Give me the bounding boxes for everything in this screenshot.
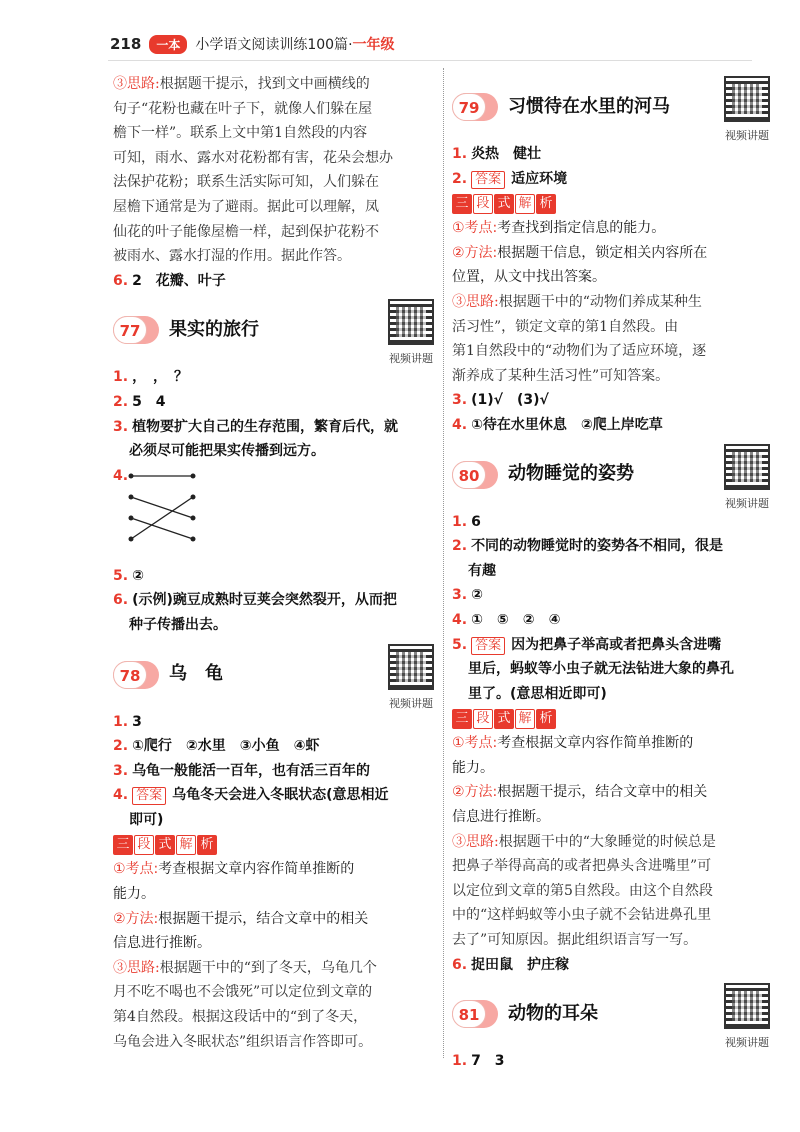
lesson-title: 动物睡觉的姿势 <box>508 463 634 485</box>
answer-1: 1. 7 3 <box>452 1053 505 1070</box>
qr-code-video[interactable]: 视频讲题 <box>384 644 438 717</box>
answer-2: 2. 5 4 <box>113 393 166 410</box>
qr-code-icon <box>724 444 770 490</box>
analysis-thinking: ③思路:根据题干中的“动物们养成某种生 活习性”，锁定文章的第1自然段。由 第1自然段中的“动物们为了适应环境，逐 渐养成了某种生活习性”可知答案。 <box>452 293 707 384</box>
answer-3: 3. 乌龟一般能活一百年，也有活三百年的 <box>113 762 371 779</box>
answer-5: 5. 答案 因为把鼻子举高或者把鼻头含进嘴 <box>452 636 722 653</box>
analysis-method: ②方法:根据题干信息，锁定相关内容所在 <box>452 244 708 261</box>
analysis-method-cont: 信息进行推断。 <box>113 935 211 952</box>
answer-3-cont: 必须尽可能把果实传播到远方。 <box>129 443 325 460</box>
answer-4-matching: 4. <box>113 464 438 564</box>
qr-code-video[interactable]: 视频讲题 <box>720 983 774 1056</box>
matching-lines-diagram <box>125 470 205 560</box>
header-divider <box>108 60 752 61</box>
three-step-analysis-badge: 三 段 式 解 析 <box>452 194 556 214</box>
answer-5: 5. ② <box>113 567 144 584</box>
brand-logo: 一本 <box>149 35 187 54</box>
answer-6: 6. 2 花瓣、叶子 <box>113 272 226 289</box>
answer-1: 1. 炎热 健壮 <box>452 146 542 162</box>
continued-analysis: ③思路:根据题干提示，找到文中画横线的 句子“花粉也藏在叶子下，就像人们躲在屋 檐下一样”。联系上文中第1自然段的内容 可知，雨水、露水对花粉都有害，花朵会想办 法保护花粉；联系生活实际可知，人们躲在 屋檐下通常是为了避雨。据此可以理解，凤 仙花的叶子能像屋檐一样，起到保护花粉不 被雨水、露水打湿的作用。据此作答。 <box>113 76 393 265</box>
qr-code-icon <box>724 76 770 122</box>
right-column <box>452 72 774 1074</box>
answer-2: 2. 不同的动物睡觉时的姿势各不相同，很是 <box>452 538 724 555</box>
answer-1: 1. 3 <box>113 713 142 730</box>
book-title: 小学语文阅读训练100篇·一年级 <box>195 37 395 53</box>
lesson-79-header <box>452 76 774 142</box>
qr-code-video[interactable]: 视频讲题 <box>720 444 774 517</box>
lesson-number-badge: 78 <box>113 661 159 689</box>
lesson-title: 乌 龟 <box>169 663 223 685</box>
answer-2: 2. 答案 适应环境 <box>452 170 568 187</box>
answer-4: 4. 答案 乌龟冬天会进入冬眠状态(意思相近 <box>113 787 389 804</box>
left-column <box>113 72 438 1054</box>
qr-code-icon <box>388 644 434 690</box>
answer-2: 2. ①爬行 ②水里 ③小鱼 ④虾 <box>113 738 320 755</box>
lesson-number-badge: 79 <box>452 93 498 121</box>
answer-6b-cont: 种子传播出去。 <box>129 616 227 633</box>
lesson-78-header <box>113 644 438 710</box>
qr-code-icon <box>724 983 770 1029</box>
lesson-number-badge: 80 <box>452 461 498 489</box>
answer-1: 1. ， ， ？ <box>113 369 189 386</box>
three-step-analysis-badge: 三 段 式 解 析 <box>113 835 217 855</box>
qr-code-video[interactable]: 视频讲题 <box>720 76 774 149</box>
lesson-title: 动物的耳朵 <box>508 1002 598 1024</box>
page-header <box>110 32 395 56</box>
lesson-number-badge: 77 <box>113 316 159 344</box>
answer-3: 3. (1)√ (3)√ <box>452 392 549 409</box>
answer-4: 4. ①待在水里休息 ②爬上岸吃草 <box>452 416 663 433</box>
answer-4-cont: 即可) <box>129 811 164 828</box>
answer-3: 3. ② <box>452 587 483 604</box>
lesson-80-header <box>452 444 774 510</box>
lesson-number-badge: 81 <box>452 1000 498 1028</box>
answer-5-cont2: 里了。(意思相近即可) <box>468 685 607 702</box>
lesson-title: 习惯待在水里的河马 <box>508 95 670 117</box>
lesson-title: 果实的旅行 <box>169 319 259 341</box>
qr-code-video[interactable]: 视频讲题 <box>384 299 438 372</box>
answer-4: 4. ① ⑤ ② ④ <box>452 611 561 628</box>
answer-2-cont: 有趣 <box>468 562 496 579</box>
analysis-method: ②方法:根据题干提示，结合文章中的相关 <box>113 910 369 927</box>
three-step-analysis-badge: 三 段 式 解 析 <box>452 709 556 729</box>
analysis-point-cont: 能力。 <box>113 886 155 903</box>
answer-3: 3. 植物要扩大自己的生存范围，繁育后代，就 <box>113 418 399 435</box>
column-divider <box>443 68 444 1058</box>
answer-5-cont: 里后，蚂蚁等小虫子就无法钻进大象的鼻孔 <box>468 661 734 678</box>
lesson-81-header <box>452 983 774 1050</box>
analysis-method-cont: 信息进行推断。 <box>452 809 550 826</box>
analysis-thinking: ③思路:根据题干中的“大象睡觉的时候总是 把鼻子举得高高的或者把鼻头含进嘴里”可 以定位到文章的第5自然段。由这个自然段 中的“这样蚂蚁等小虫子就不会钻进鼻孔里 去了”可知原因。据此组织语言写一写。 <box>452 833 716 949</box>
page-number: 218 <box>110 35 142 53</box>
lesson-77-header <box>113 299 438 366</box>
analysis-point-cont: 能力。 <box>452 759 494 776</box>
answer-6b: 6. (示例)豌豆成熟时豆荚会突然裂开，从而把 <box>113 592 397 609</box>
analysis-thinking: ③思路:根据题干中的“到了冬天，乌龟几个 月不吃不喝也不会饿死”可以定位到文章的 第4自然段。根据这段话中的“到了冬天， 乌龟会进入冬眠状态”组织语言作答即可。 <box>113 959 377 1050</box>
analysis-method-cont: 位置，从文中找出答案。 <box>452 269 606 286</box>
analysis-point: ①考点:考查根据文章内容作简单推断的 <box>452 735 694 752</box>
answer-1: 1. 6 <box>452 513 481 530</box>
analysis-method: ②方法:根据题干提示，结合文章中的相关 <box>452 784 708 801</box>
qr-code-icon <box>388 299 434 345</box>
analysis-point: ①考点:考查找到指定信息的能力。 <box>452 220 666 237</box>
answer-6: 6. 捉田鼠 护庄稼 <box>452 956 570 973</box>
analysis-point: ①考点:考查根据文章内容作简单推断的 <box>113 861 355 878</box>
